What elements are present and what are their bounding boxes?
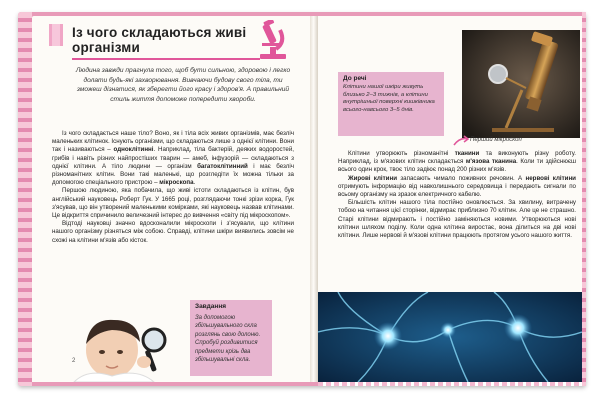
fact-text: Клітини нашої шкіри живуть близько 2–3 тижнів, а клітини внутрішньої поверхні кишківника всього-навсього 3–5 днів. xyxy=(343,84,435,113)
right-body-text xyxy=(338,150,576,240)
task-text: За допомогою збільшувального скла розглянь свою долоню. Спробуй роздивитися предмети крізь два збільшувальні скла. xyxy=(195,315,261,364)
neuron-cells-image xyxy=(318,292,582,382)
caption-arrow-icon xyxy=(452,135,470,147)
left-paragraph-2: Першою людиною, яка побачила, що живі істоти складаються із клітин, був англійський науковець Роберт Гук. У 1665 році, розглядаючи тонкі зрізи корка, Гук з'ясував, що він утворений маленькими комірками, які науковець назвав клітинами. Це відкриття спричинило величезний інтерес до вивчення «світу під мікроскопом». xyxy=(52,187,294,220)
pink-bookmark-icon xyxy=(47,24,65,46)
right-paragraph-1: Клітини утворюють різноманітні тканини та виконують різну роботу. Наприклад, із м'язових клітин складається м'язова тканина. Коли ти здійснюєш всього один крок, твоє тіло задіює понад 200 різних м'язів. xyxy=(338,150,577,174)
book-gutter xyxy=(310,16,318,382)
left-paragraph-1: Із чого складається наше тіло? Воно, як і тіла всіх живих організмів, має безліч маленьких клітинок. Існують організми, що складаються лише з однієї клітини. Вони так і називаються – одноклітинні. Наприклад, тіла бактерій, деяких водоростей, грибів і навіть різних найпростіших тварин — амеб, інфузорій — складаються з однієї клітини. А тіло людини — організм багатоклітинний і має безліч різноманітних клітин. Вони такі маленькі, що розгледіти їх можна тільки за допомогою спеціального пристрою – мікроскопа. xyxy=(52,130,295,187)
left-paragraph-3: Відтоді науковці значно вдосконалили мікроскопи і з'ясували, що клітини нашого організму різняться між собою. Справді, клітини шкіри виявились зовсім не схожі на клітини м'язів або кісток. xyxy=(52,220,294,244)
boy-with-magnifier-photo xyxy=(68,310,180,382)
task-box xyxy=(190,300,272,376)
microscope-icon xyxy=(256,20,290,60)
page-number: 2 xyxy=(72,358,76,364)
right-page xyxy=(318,16,582,382)
task-title: Завдання xyxy=(195,303,227,310)
title-underline xyxy=(72,58,260,60)
microscope-caption: Перший мікроскоп xyxy=(470,137,522,143)
page-edge-stripes xyxy=(18,12,32,386)
fact-box xyxy=(338,72,444,136)
book-spread xyxy=(18,12,586,386)
bottom-edge-stripes xyxy=(318,382,582,386)
page-edge-stripes-right xyxy=(582,12,586,386)
first-microscope-photo xyxy=(462,30,580,138)
right-paragraph-2: Жирові клітини запасають чимало поживних речовин. А нервові клітини отримують інформацію від навколишнього середовища і передають сигнали по всьому організму на зразок електричного кабелю. xyxy=(338,174,576,199)
fact-title: До речі xyxy=(343,75,367,82)
left-body-text xyxy=(52,130,294,245)
intro-text: Людина завжди прагнула того, щоб бути сильною, здоровою і легко долати будь-які захворювання. Вивчаючи будову свого тіла, ти зможеш дізнатися, як зберегти його красу і здоров'я. А правильний стиль життя допоможе попередити хвороби. xyxy=(75,67,291,103)
left-page xyxy=(32,16,311,382)
page-title: Із чого складаються живі організми xyxy=(72,25,247,55)
right-paragraph-3: Більшість клітин нашого тіла постійно оновлюється. За хвилину, витрачену тобою на читання цієї сторінки, відмирає приблизно 70 клітин. Але це не страшно. Старі клітини відмирають і постійно заміняються новими. Утворюються нові клітини шляхом поділу. Коли одна клітина виростає, вона ділиться на дві нові клітини. Лише нервові й м'язові клітини працюють протягом усього нашого життя. xyxy=(338,199,576,240)
